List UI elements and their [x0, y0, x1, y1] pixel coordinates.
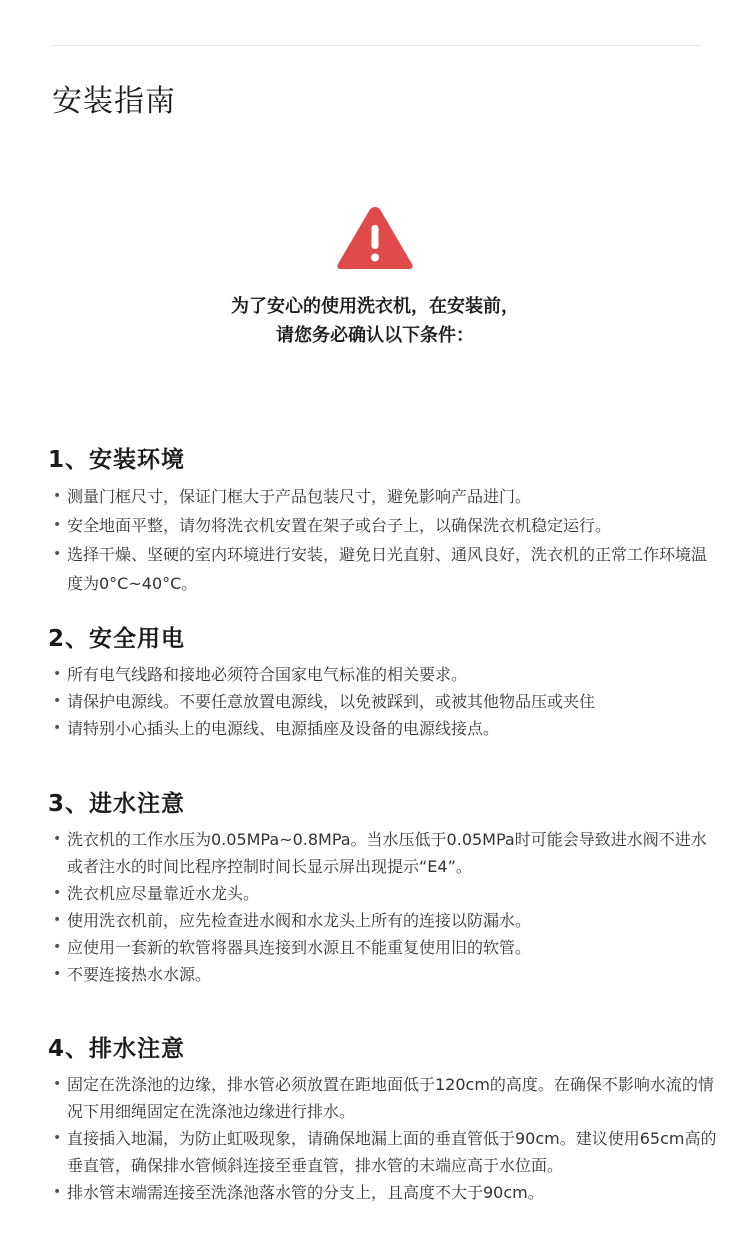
- list-item-text: 洗衣机的工作水压为0.05MPa~0.8MPa。当水压低于0.05MPa时可能会导致进水阀不进水或者注水的时间比程序控制时间长显示屏出现提示“E4”。: [67, 830, 707, 876]
- bullet-dot-icon: •: [53, 720, 62, 736]
- list-item: [48, 961, 718, 988]
- bullet-dot-icon: •: [53, 831, 62, 847]
- bullet-dot-icon: •: [53, 1130, 62, 1146]
- bullet-dot-icon: •: [53, 693, 62, 709]
- list-item-text: 安全地面平整，请勿将洗衣机安置在架子或台子上，以确保洗衣机稳定运行。: [67, 516, 612, 535]
- notice-line-2: 请您务必确认以下条件：: [276, 325, 474, 346]
- list-item-text: 排水管末端需连接至洗涤池落水管的分支上，且高度不大于90cm。: [67, 1183, 544, 1202]
- section-electrical-safety: [48, 623, 718, 742]
- list-item-text: 应使用一套新的软管将器具连接到水源且不能重复使用旧的软管。: [67, 938, 532, 957]
- section-title: 2、安全用电: [48, 626, 186, 652]
- list-item-text: 所有电气线路和接地必须符合国家电气标准的相关要求。: [67, 665, 468, 684]
- section-install-environment: [48, 444, 718, 598]
- list-item-text: 请保护电源线。不要任意放置电源线，以免被踩到，或被其他物品压或夹住: [67, 692, 596, 711]
- list-item: [48, 880, 718, 907]
- list-item-text: 使用洗衣机前，应先检查进水阀和水龙头上所有的连接以防漏水。: [67, 911, 532, 930]
- warning-triangle-icon: [334, 203, 416, 273]
- section-water-inlet: [48, 788, 718, 988]
- list-item: [48, 661, 718, 688]
- bullet-dot-icon: •: [53, 666, 62, 682]
- list-item: [48, 482, 718, 511]
- list-item: [48, 934, 718, 961]
- bullet-list: [48, 826, 718, 988]
- bullet-dot-icon: •: [53, 546, 62, 562]
- section-title: 3、进水注意: [48, 791, 186, 817]
- list-item: [48, 1179, 718, 1206]
- list-item-text: 测量门框尺寸，保证门框大于产品包装尺寸，避免影响产品进门。: [67, 487, 532, 506]
- list-item-text: 直接插入地漏，为防止虹吸现象，请确保地漏上面的垂直管低于90cm。建议使用65cm高的垂直管，确保排水管倾斜连接至垂直管，排水管的末端应高于水位面。: [67, 1129, 717, 1175]
- list-item: [48, 688, 718, 715]
- bullet-dot-icon: •: [53, 1076, 62, 1092]
- bullet-dot-icon: •: [53, 517, 62, 533]
- list-item-text: 固定在洗涤池的边缘，排水管必须放置在距地面低于120cm的高度。在确保不影响水流的情况下用细绳固定在洗涤池边缘进行排水。: [67, 1075, 714, 1121]
- bullet-dot-icon: •: [53, 1184, 62, 1200]
- list-item: [48, 1071, 718, 1125]
- list-item-text: 选择干燥、坚硬的室内环境进行安装，避免日光直射、通风良好，洗衣机的正常工作环境温度为0°C~40°C。: [67, 545, 708, 593]
- bullet-list: [48, 661, 718, 742]
- list-item: [48, 715, 718, 742]
- bullet-dot-icon: •: [53, 885, 62, 901]
- page-title: 安装指南: [52, 84, 176, 119]
- top-divider: [50, 45, 700, 46]
- list-item-text: 请特别小心插头上的电源线、电源插座及设备的电源线接点。: [67, 719, 500, 738]
- list-item-text: 不要连接热水水源。: [67, 965, 212, 984]
- bullet-list: [48, 1071, 718, 1206]
- notice-line-1: 为了安心的使用洗衣机，在安装前，: [231, 296, 519, 317]
- section-drainage: [48, 1033, 718, 1206]
- section-title: 1、安装环境: [48, 447, 186, 473]
- bullet-dot-icon: •: [53, 912, 62, 928]
- list-item: [48, 511, 718, 540]
- list-item: [48, 826, 718, 880]
- install-notice: [0, 292, 750, 350]
- list-item-text: 洗衣机应尽量靠近水龙头。: [67, 884, 260, 903]
- list-item: [48, 1125, 718, 1179]
- bullet-dot-icon: •: [53, 966, 62, 982]
- section-title: 4、排水注意: [48, 1036, 186, 1062]
- bullet-dot-icon: •: [53, 939, 62, 955]
- bullet-list: [48, 482, 718, 598]
- list-item: [48, 540, 718, 598]
- list-item: [48, 907, 718, 934]
- bullet-dot-icon: •: [53, 488, 62, 504]
